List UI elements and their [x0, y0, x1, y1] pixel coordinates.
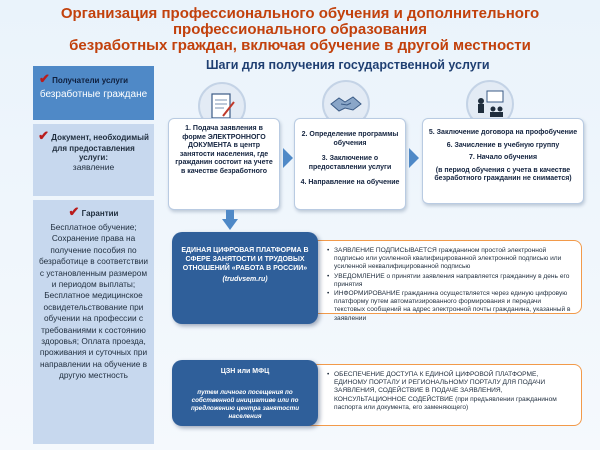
list-item: • УВЕДОМЛЕНИЕ о принятии заявления направляется гражданину в день его принятия	[327, 273, 571, 289]
platform-1-details	[300, 240, 582, 322]
recipients-heading: Получатели услуги	[52, 76, 129, 85]
title-line-2: профессионального образования	[172, 21, 428, 38]
step-2-box	[294, 118, 406, 210]
title-line-3: безработных граждан, включая обучение в другой местности	[69, 37, 531, 54]
document-text: заявление	[72, 162, 115, 172]
step-text: 1. Подача заявления в форме ЭЛЕКТРОННОГО ДОКУМЕНТА в центр занятости населения, где гражданин состоит на учете в качестве безработного	[175, 125, 273, 175]
document-box	[33, 124, 154, 196]
platform-1-site: (trudvsem.ru)	[222, 276, 268, 283]
step-text: (в период обучения с учета в качестве безработного гражданин не снимается)	[434, 166, 572, 182]
list-item: • ИНФОРМИРОВАНИЕ гражданина осуществляется через единую цифровую платформу путем автоматизированного формирования и передачи текстовых сообщений на адрес электронной почты гражданина, указанный в заявлении	[327, 290, 571, 323]
steps-heading: Шаги для получения государственной услуги	[206, 58, 490, 72]
step-text: 3. Заключение о предоставлении услуги	[308, 155, 392, 171]
checkmark-icon: ✔	[38, 128, 50, 143]
platform-1-name: ЕДИНАЯ ЦИФРОВАЯ ПЛАТФОРМА В СФЕРЕ ЗАНЯТОСТИ И ТРУДОВЫХ ОТНОШЕНИЙ «РАБОТА В РОССИИ»	[181, 247, 309, 272]
step-text: 6. Зачисление в учебную группу	[446, 141, 560, 149]
checkmark-icon: ✔	[68, 204, 80, 219]
platform-2-details	[300, 364, 582, 426]
czn-mfc-box	[172, 360, 318, 426]
step-1-box	[168, 118, 280, 210]
platform-2-name: ЦЗН или МФЦ	[220, 368, 270, 375]
guarantees-text: Бесплатное обучение; Сохранение права на получение пособия по безработице в соответствии с установленным размером и периодом выплаты; Бесплатное медицинское освидетельствование при обучении на профессии с требованиями к состоянию здоровья; Оплата проезда, проживания и суточных при направлении на обучение в другую местность	[38, 222, 149, 381]
recipients-text: безработные граждане	[39, 89, 148, 100]
checkmark-icon: ✔	[39, 71, 50, 86]
guarantees-heading: Гарантии	[81, 209, 119, 218]
step-text: 4. Направление на обучение	[300, 179, 400, 186]
arrow-right-icon	[409, 148, 419, 168]
step-text: 7. Начало обучения	[468, 154, 538, 161]
document-heading: Документ, необходимый для предоставления услуги:	[51, 133, 149, 162]
guarantees-box	[33, 200, 154, 444]
platform-2-sub: путем личного посещения по собственной инициативе или по предложению центра занятости населения	[190, 389, 300, 420]
arrow-right-icon	[283, 148, 293, 168]
list-item: • ЗАЯВЛЕНИЕ ПОДПИСЫВАЕТСЯ гражданином простой электронной подписью или усиленной квалифицированной электронной подписью или усиленной неквалифицированной подписью	[327, 247, 571, 272]
step-3-box	[422, 118, 584, 204]
title-line-1: Организация профессионального обучения и дополнительного	[60, 5, 540, 22]
arrow-down-icon	[222, 210, 238, 230]
list-item: • ОБЕСПЕЧЕНИЕ ДОСТУПА К ЕДИНОЙ ЦИФРОВОЙ ПЛАТФОРМЕ, ЕДИНОМУ ПОРТАЛУ И РЕГИОНАЛЬНОМУ ПОРТАЛУ ДЛЯ ПОДАЧИ ЗАЯВЛЕНИЯ, СОДЕЙСТВИЕ В ПОДАЧЕ ЗАЯВЛЕНИЯ, КОНСУЛЬТАЦИОННОЕ СОДЕЙСТВИЕ (при предъявлении гражданином паспорта или документа, его заменяющего)	[327, 371, 571, 412]
page-title	[0, 6, 600, 54]
digital-platform-box	[172, 232, 318, 324]
step-text: 2. Определение программы обучения	[301, 131, 399, 147]
step-text: 5. Заключение договора на профобучение	[428, 129, 578, 136]
recipients-box	[33, 66, 154, 120]
